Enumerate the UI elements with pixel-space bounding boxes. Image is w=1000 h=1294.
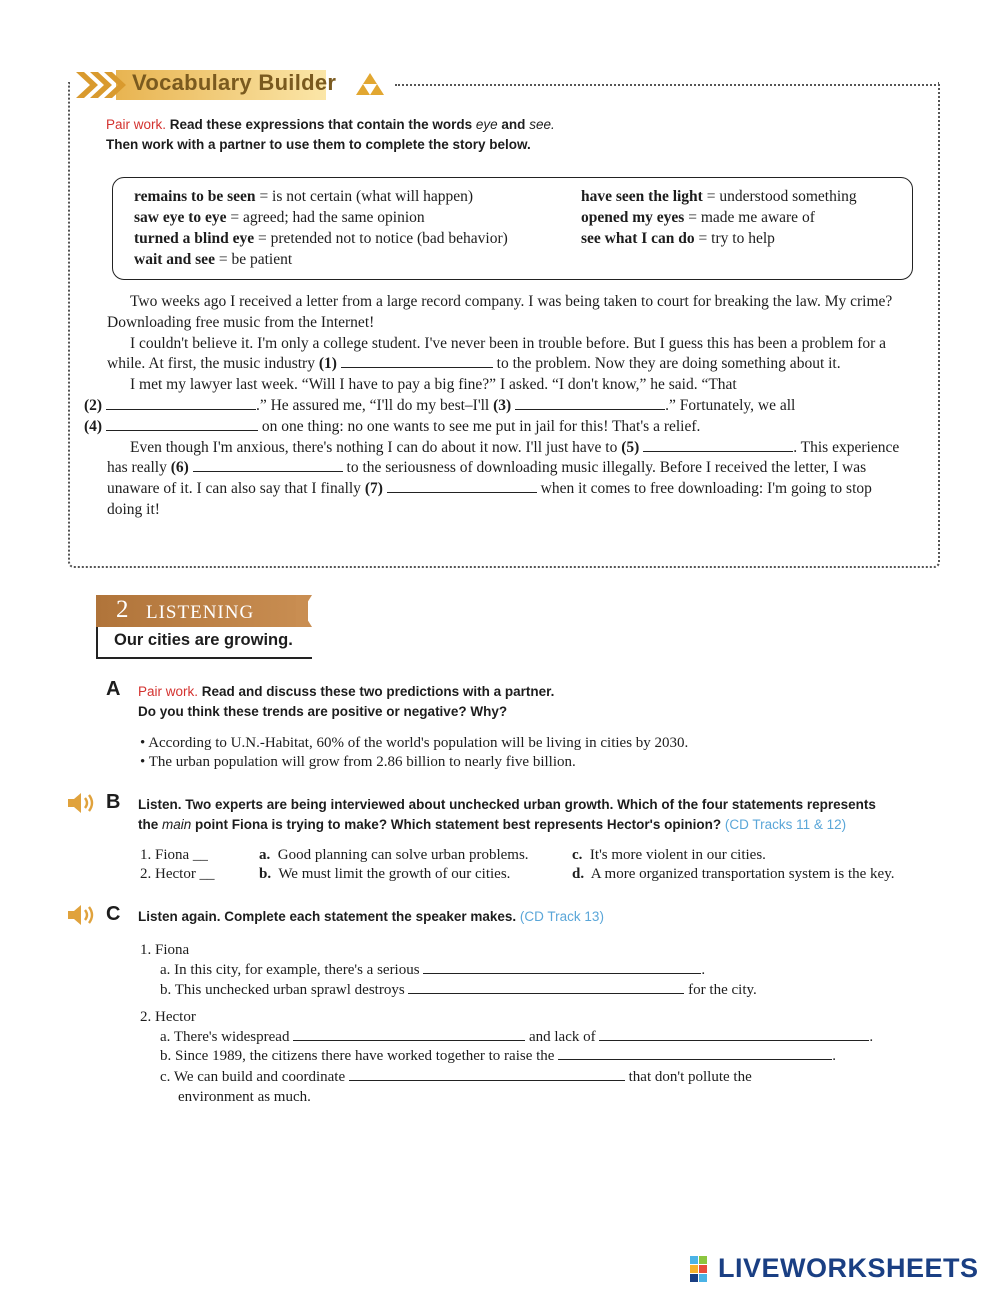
answer-blank-3[interactable] (515, 396, 665, 410)
cd-track-label: (CD Track 13) (519, 909, 604, 924)
prediction-bullet: • According to U.N.-Habitat, 60% of the world's population will be living in cities by 2030. (140, 735, 689, 751)
option-b: b. We must limit the growth of our cities. (259, 866, 511, 882)
hector-statement-b: b. Since 1989, the citizens there have worked together to raise the . (160, 1048, 836, 1064)
instruction-word-see: see. (529, 117, 555, 132)
expression-item: have seen the light = understood something (581, 188, 857, 205)
liveworksheets-logo[interactable]: LIVEWORKSHEETS (718, 1253, 979, 1283)
instruction-text: Read these expressions that contain the words (169, 117, 473, 132)
blank-number-6: (6) (170, 459, 189, 477)
fiona-statement-b: b. This unchecked urban sprawl destroys for the city. (160, 982, 757, 998)
part-b-letter: B (106, 791, 121, 813)
blank-number-3: (3) (493, 396, 512, 414)
fiona-statement-a: a. In this city, for example, there's a serious . (160, 962, 706, 978)
hector-blank-c[interactable] (349, 1067, 625, 1081)
answer-blank-5[interactable] (643, 438, 793, 452)
story-text (84, 292, 907, 521)
liveworksheets-logo-icon (690, 1253, 716, 1285)
section-subtitle: Our cities are growing. (114, 631, 293, 649)
pair-work-label: Pair work. (106, 117, 167, 132)
hector-statement-c-continued: environment as much. (178, 1089, 311, 1105)
vocab-dotted-rule (395, 84, 940, 86)
triforce-icon (356, 72, 384, 96)
story-paragraph-3: I met my lawyer last week. “Will I have to pay a big fine?” I asked. “I don't know,” he said. “That (2) .” He assured me, “I'll do my best–I'll (3) .” Fortunately, we all (4) on one thing: no one wants to see me put in jail for this! That's a relief. (84, 376, 796, 435)
expressions-right-column (581, 186, 857, 249)
blank-number-2: (2) (84, 396, 103, 414)
part-a-instruction-2: Do you think these trends are positive or negative? Why? (138, 704, 508, 719)
vocab-title: Vocabulary Builder (132, 70, 337, 95)
prediction-bullet: • The urban population will grow from 2.86 billion to nearly five billion. (140, 754, 576, 770)
part-c-instruction: Listen again. Complete each statement the speaker makes. (CD Track 13) (138, 909, 604, 924)
blank-number-1: (1) (318, 355, 337, 373)
expression-item: see what I can do = try to help (581, 230, 775, 247)
hector-heading: 2. Hector (140, 1009, 196, 1025)
story-paragraph-2: I couldn't believe it. I'm only a college student. I've never been in trouble before. But I guess this has been a problem for a while. At first, the music industry (1) to the problem. Now they are doing something about it. (107, 334, 887, 373)
section-title: LISTENING (146, 602, 255, 623)
vocab-instruction-line1 (106, 114, 555, 135)
hector-statement-a: a. There's widespread and lack of . (160, 1029, 874, 1045)
part-b-instruction-2: the main point Fiona is trying to make? Which statement best represents Hector's opinion? (CD Tracks 11 & 12) (138, 817, 847, 832)
answer-blank-4[interactable] (106, 417, 258, 431)
answer-blank-1[interactable] (341, 354, 493, 368)
expressions-left-column (134, 186, 508, 270)
story-paragraph-1: Two weeks ago I received a letter from a large record company. I was being taken to court for breaking the law. My crime? Downloading free music from the Internet! (107, 293, 893, 331)
hector-blank-a2[interactable] (599, 1027, 869, 1041)
part-b-instruction-1: Listen. Two experts are being interviewed about unchecked urban growth. Which of the four statements represents (138, 797, 876, 812)
story-paragraph-4: Even though I'm anxious, there's nothing I can do about it now. I'll just have to (5) . This experience has really (6) to the seriousness of downloading music illegally. Before I received the letter, I was unaware of it. I can also say that I finally (7) when it comes to free downloading: I'm going to stop doing it! (107, 438, 900, 518)
expression-item: wait and see = be patient (134, 251, 293, 268)
hector-blank-a1[interactable] (293, 1027, 525, 1041)
answer-blank-2[interactable] (106, 396, 256, 410)
blank-number-5: (5) (621, 438, 640, 456)
part-c-letter: C (106, 903, 121, 925)
expression-item: saw eye to eye = agreed; had the same opinion (134, 209, 425, 226)
section-number: 2 (116, 596, 129, 623)
answer-blank-6[interactable] (193, 458, 343, 472)
audio-speaker-icon[interactable] (66, 790, 98, 816)
part-a-letter: A (106, 678, 121, 700)
banner-notch (296, 595, 312, 627)
blank-number-7: (7) (364, 480, 383, 498)
pair-work-label: Pair work. (138, 684, 199, 699)
hector-blank-b[interactable] (558, 1046, 832, 1060)
instruction-word-eye: eye (475, 117, 498, 132)
expression-item: opened my eyes = made me aware of (581, 209, 815, 226)
fiona-heading: 1. Fiona (140, 942, 190, 958)
cd-track-label: (CD Tracks 11 & 12) (724, 817, 847, 832)
option-d: d. A more organized transportation system is the key. (572, 866, 895, 882)
part-a-instruction-1: Pair work. Read and discuss these two predictions with a partner. (138, 684, 555, 699)
fiona-blank-a[interactable] (423, 960, 701, 974)
fiona-blank-b[interactable] (408, 980, 684, 994)
expression-item: turned a blind eye = pretended not to notice (bad behavior) (134, 230, 508, 247)
match-item-fiona[interactable]: 1. Fiona __ (140, 847, 208, 863)
blank-number-4: (4) (84, 417, 103, 435)
match-item-hector[interactable]: 2. Hector __ (140, 866, 215, 882)
vocab-instruction-line2: Then work with a partner to use them to complete the story below. (106, 137, 531, 152)
audio-speaker-icon[interactable] (66, 902, 98, 928)
answer-blank-7[interactable] (387, 479, 537, 493)
hector-statement-c: c. We can build and coordinate that don't pollute the (160, 1069, 752, 1085)
expression-item: remains to be seen = is not certain (what will happen) (134, 188, 474, 205)
instruction-and: and (501, 117, 526, 132)
option-a: a. Good planning can solve urban problems. (259, 847, 529, 863)
option-c: c. It's more violent in our cities. (572, 847, 766, 863)
